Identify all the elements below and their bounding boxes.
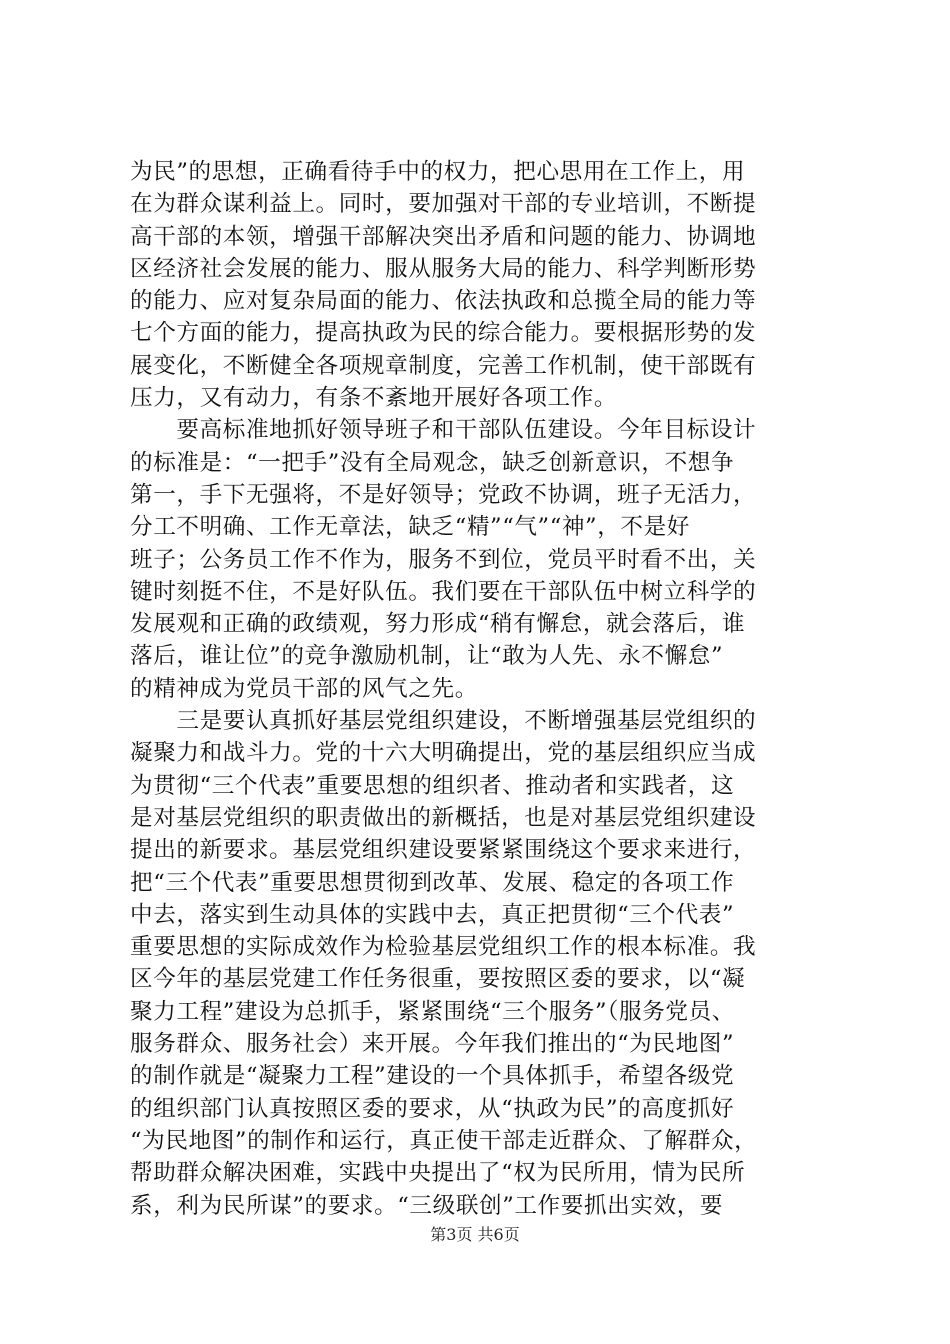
text-line: 中去，落实到生动具体的实践中去，真正把贯彻“三个代表”	[130, 901, 735, 928]
body-text	[130, 156, 830, 1222]
text-line: 重要思想的实际成效作为检验基层党组织工作的根本标准。我	[130, 934, 757, 961]
text-line: 落后，谁让位”的竞争激励机制，让“敢为人先、永不懈怠”	[130, 643, 724, 670]
text-line: 把“三个代表”重要思想贯彻到改革、发展、稳定的各项工作	[130, 869, 735, 896]
text-line: 的能力、应对复杂局面的能力、依法执政和总揽全局的能力等	[130, 288, 757, 315]
text-line: 为民”的思想，正确看待手中的权力，把心思用在工作上，用	[130, 159, 746, 185]
text-line: 七个方面的能力，提高执政为民的综合能力。要根据形势的发	[130, 320, 757, 347]
text-line: 是对基层党组织的职责做出的新概括，也是对基层党组织建设	[130, 804, 757, 831]
text-line: 分工不明确、工作无章法，缺乏“精”“气”“神”，不是好	[130, 514, 690, 541]
text-line: 凝聚力和战斗力。党的十六大明确提出，党的基层组织应当成	[130, 740, 757, 767]
text-line: 系，利为民所谋”的要求。“三级联创”工作要抓出实效，要	[130, 1192, 724, 1219]
text-line: 的精神成为党员干部的风气之先。	[130, 675, 478, 702]
text-line: 为贯彻“三个代表”重要思想的组织者、推动者和实践者，这	[130, 772, 735, 799]
text-line: 区今年的基层党建工作任务很重，要按照区委的要求，以“凝	[130, 966, 746, 993]
page-footer: 第3页 共6页	[430, 1225, 520, 1244]
text-line: 在为群众谋利益上。同时，要加强对干部的专业培训，不断提	[130, 191, 757, 218]
text-line: 的组织部门认真按照区委的要求，从“执政为民”的高度抓好	[130, 1095, 735, 1122]
text-line: 聚力工程”建设为总抓手，紧紧围绕“三个服务”（服务党员、	[130, 998, 735, 1025]
text-line: 键时刻挺不住，不是好队伍。我们要在干部队伍中树立科学的	[130, 578, 757, 605]
text-line: 三是要认真抓好基层党组织建设，不断增强基层党组织的	[130, 708, 757, 735]
text-line: “为民地图”的制作和运行，真正使干部走近群众、了解群众，	[130, 1127, 758, 1154]
text-line: 班子；公务员工作不作为，服务不到位，党员平时看不出，关	[130, 546, 757, 573]
text-line: 展变化，不断健全各项规章制度，完善工作机制，使干部既有	[130, 352, 757, 379]
text-line: 发展观和正确的政绩观，努力形成“稍有懈怠，就会落后，谁	[130, 611, 746, 638]
text-line: 压力，又有动力，有条不紊地开展好各项工作。	[130, 385, 618, 412]
text-line: 区经济社会发展的能力、服从服务大局的能力、科学判断形势	[130, 255, 757, 282]
text-line: 要高标准地抓好领导班子和干部队伍建设。今年目标设计	[130, 417, 757, 444]
text-line: 提出的新要求。基层党组织建设要紧紧围绕这个要求来进行，	[130, 837, 757, 864]
text-line: 第一，手下无强将，不是好领导；党政不协调，班子无活力，	[130, 481, 757, 508]
text-line: 高干部的本领，增强干部解决突出矛盾和问题的能力、协调地	[130, 223, 757, 250]
text-line: 服务群众、服务社会）来开展。今年我们推出的“为民地图”	[130, 1031, 735, 1058]
text-line: 的制作就是“凝聚力工程”建设的一个具体抓手，希望各级党	[130, 1063, 735, 1090]
text-line: 帮助群众解决困难，实践中央提出了“权为民所用，情为民所	[130, 1160, 746, 1187]
text-line: 的标准是：“一把手”没有全局观念，缺乏创新意识，不想争	[130, 449, 735, 476]
